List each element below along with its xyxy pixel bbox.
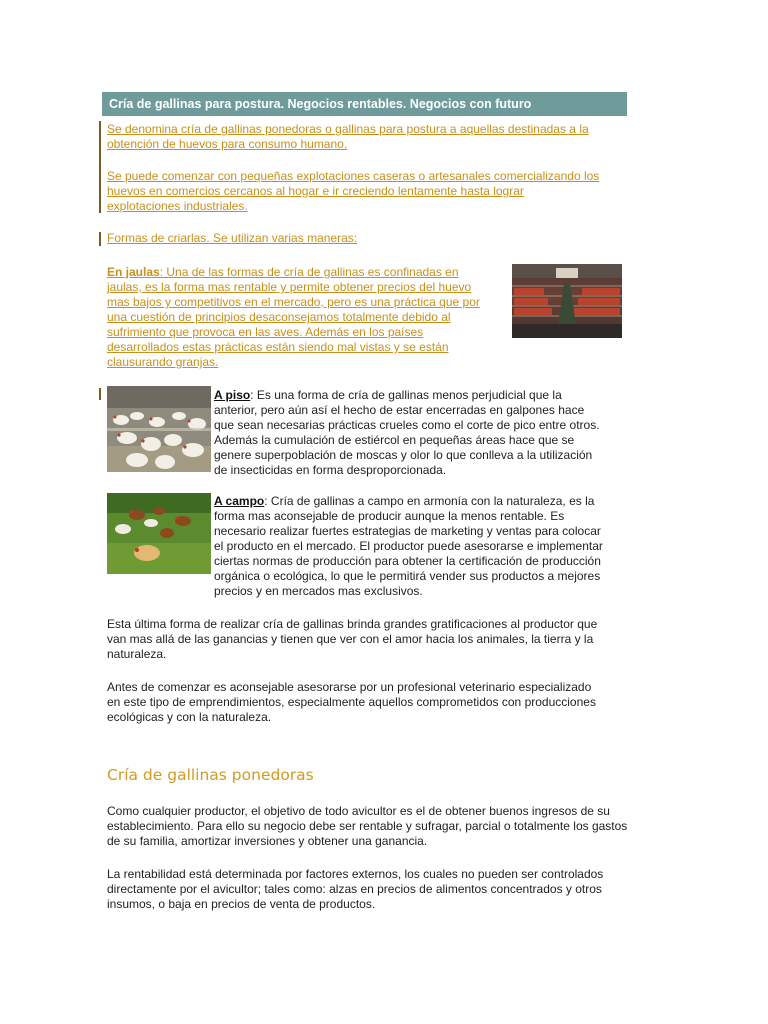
outro-paragraph-2 bbox=[107, 680, 596, 725]
body-line: de su familia, amortizar inversiones y obtener una ganancia. bbox=[107, 834, 428, 848]
campo-line: el producto en el mercado. El productor puede asesorarse e implementar bbox=[214, 539, 603, 553]
piso-line: anterior, pero aún así el hecho de estar encerradas en galpones hace bbox=[214, 403, 585, 417]
article-title-bar: Cría de gallinas para postura. Negocios rentables. Negocios con futuro bbox=[102, 92, 627, 116]
floor-hens-photo bbox=[107, 386, 211, 472]
campo-lead: A campo bbox=[214, 494, 265, 508]
jaulas-line[interactable]: desarrollados estas prácticas están siendo mal vistas y se están bbox=[107, 340, 449, 354]
piso-line: Además la cumulación de estiércol en pequeñas áreas hace que se bbox=[214, 433, 575, 447]
outro-paragraph-1 bbox=[107, 617, 597, 662]
outro-line: Antes de comenzar es aconsejable asesorarse por un profesional veterinario especializado bbox=[107, 680, 592, 694]
campo-paragraph bbox=[214, 494, 603, 599]
piso-line: que sean necesarias prácticas crueles como el corte de pico entre otros. bbox=[214, 418, 600, 432]
section-heading: Cría de gallinas ponedoras bbox=[107, 766, 314, 784]
jaulas-line[interactable]: sufrimiento que provoca en las aves. Además en los países bbox=[107, 325, 424, 339]
left-rule bbox=[99, 121, 101, 213]
piso-line: de insecticidas en forma desproporcionada. bbox=[214, 463, 447, 477]
piso-line: : Es una forma de cría de gallinas menos perjudicial que la bbox=[250, 388, 562, 402]
left-rule bbox=[99, 388, 101, 400]
outro-line: naturaleza. bbox=[107, 647, 167, 661]
body-line: establecimiento. Para ello su negocio debe ser rentable y sufragar, parcial o totalmente los gastos bbox=[107, 819, 628, 833]
intro-paragraph-3[interactable] bbox=[107, 231, 357, 246]
outro-line: ecológicas y con la naturaleza. bbox=[107, 710, 272, 724]
intro-line[interactable]: explotaciones industriales. bbox=[107, 199, 248, 213]
intro-paragraph-2[interactable] bbox=[107, 169, 599, 214]
intro-line[interactable]: Formas de criarlas. Se utilizan varias maneras: bbox=[107, 231, 358, 245]
jaulas-lead[interactable]: En jaulas bbox=[107, 265, 160, 279]
piso-paragraph bbox=[214, 388, 600, 478]
intro-line[interactable]: huevos en comercios cercanos al hogar e ir creciendo lentamente hasta lograr bbox=[107, 184, 524, 198]
intro-line[interactable]: obtención de huevos para consumo humano. bbox=[107, 137, 348, 151]
campo-line: necesario realizar fuertes estrategias de marketing y ventas para colocar bbox=[214, 524, 601, 538]
body-line: directamente por el avicultor; tales como: alzas en precios de alimentos concentrados y otros bbox=[107, 882, 602, 896]
outro-line: en este tipo de emprendimientos, especialmente aquellos comprometidos con producciones bbox=[107, 695, 596, 709]
campo-line: precios y en mercados mas exclusivos. bbox=[214, 584, 423, 598]
intro-paragraph-1[interactable] bbox=[107, 122, 589, 152]
campo-line: ciertas normas de producción para obtener la certificación de producción bbox=[214, 554, 601, 568]
outro-line: Esta última forma de realizar cría de gallinas brinda grandes gratificaciones al productor que bbox=[107, 617, 598, 631]
jaulas-line[interactable]: : Una de las formas de cría de gallinas es confinadas en bbox=[159, 265, 459, 279]
outro-line: van mas allá de las ganancias y tienen que ver con el amor hacia los animales, la tierra y la bbox=[107, 632, 594, 646]
field-hens-photo bbox=[107, 493, 211, 574]
jaulas-line[interactable]: una cuestión de principios desaconsejamos totalmente debido al bbox=[107, 310, 451, 324]
body-line: insumos, o baja en precios de venta de productos. bbox=[107, 897, 376, 911]
intro-line[interactable]: Se denomina cría de gallinas ponedoras o gallinas para postura a aquellas destinadas a la bbox=[107, 122, 589, 136]
cage-hens-photo bbox=[512, 264, 622, 338]
piso-lead: A piso bbox=[214, 388, 251, 402]
campo-line: : Cría de gallinas a campo en armonía con la naturaleza, es la bbox=[264, 494, 595, 508]
intro-line[interactable]: Se puede comenzar con pequeñas explotaciones caseras o artesanales comercializando los bbox=[107, 169, 600, 183]
jaulas-line[interactable]: jaulas, es la forma mas rentable y permite obtener precios del huevo bbox=[107, 280, 472, 294]
campo-line: orgánica o ecológica, lo que le permitirá vender sus productos a mejores bbox=[214, 569, 601, 583]
body-paragraph-2 bbox=[107, 867, 603, 912]
jaulas-line[interactable]: clausurando granjas. bbox=[107, 355, 219, 369]
campo-line: forma mas aconsejable de producir aunque la menos rentable. Es bbox=[214, 509, 565, 523]
body-line: La rentabilidad está determinada por factores externos, los cuales no pueden ser controlados bbox=[107, 867, 604, 881]
jaulas-paragraph[interactable] bbox=[107, 265, 480, 370]
piso-line: genere superpoblación de moscas y olor lo que conlleva a la utilización bbox=[214, 448, 593, 462]
left-rule bbox=[99, 232, 101, 246]
body-line: Como cualquier productor, el objetivo de todo avicultor es el de obtener buenos ingresos de su bbox=[107, 804, 610, 818]
jaulas-line[interactable]: mas bajos y competitivos en el mercado, pero es una práctica que por bbox=[107, 295, 480, 309]
body-paragraph-1 bbox=[107, 804, 627, 849]
